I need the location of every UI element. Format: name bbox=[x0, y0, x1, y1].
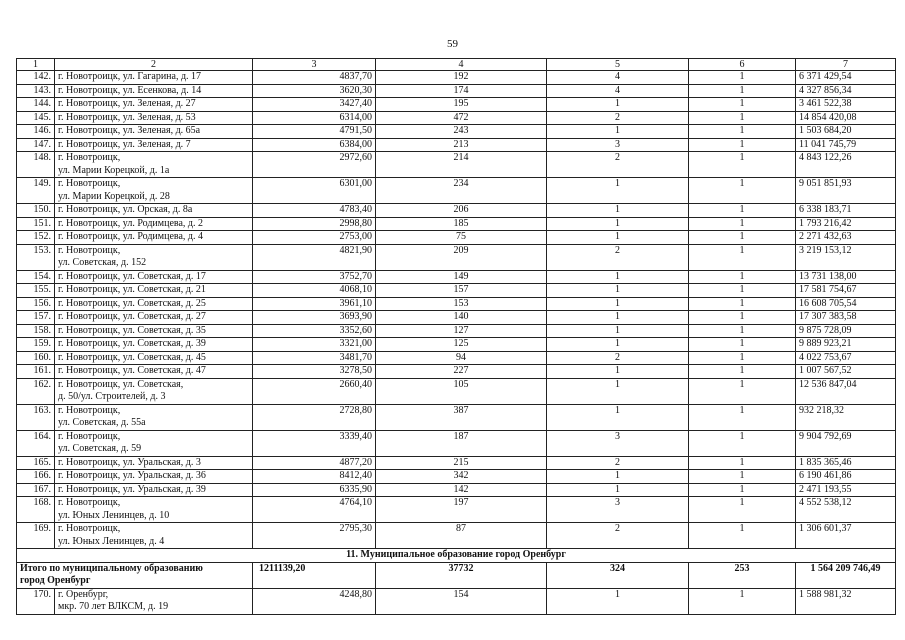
col6-cell: 1 bbox=[689, 351, 796, 365]
col5-cell: 4 bbox=[547, 84, 689, 98]
col6-cell: 1 bbox=[689, 404, 796, 430]
col5-cell: 1 bbox=[547, 284, 689, 298]
address-cell bbox=[55, 324, 253, 338]
col5-cell: 1 bbox=[547, 378, 689, 404]
col6-cell: 1 bbox=[689, 111, 796, 125]
cost-cell: 9 875 728,09 bbox=[796, 324, 896, 338]
col4-cell: 153 bbox=[376, 297, 547, 311]
cost-cell: 17 581 754,67 bbox=[796, 284, 896, 298]
col4-cell: 94 bbox=[376, 351, 547, 365]
col4-cell: 174 bbox=[376, 84, 547, 98]
col5-cell: 1 bbox=[547, 231, 689, 245]
cost-cell: 4 327 856,34 bbox=[796, 84, 896, 98]
col4-cell: 214 bbox=[376, 152, 547, 178]
cost-cell: 4 022 753,67 bbox=[796, 351, 896, 365]
row-number: 145. bbox=[17, 111, 55, 125]
row-number: 167. bbox=[17, 483, 55, 497]
address-line: г. Новотроицк, ул. Родимцева, д. 2 bbox=[58, 217, 204, 229]
col5-cell: 3 bbox=[547, 497, 689, 523]
address-line: г. Новотроицк, ул. Уральская, д. 36 bbox=[58, 470, 206, 481]
address-cell bbox=[55, 588, 253, 614]
cost-cell: 3 461 522,38 bbox=[796, 98, 896, 112]
col5-cell: 4 bbox=[547, 71, 689, 85]
address-cell bbox=[55, 178, 253, 204]
cost-cell: 1 007 567,52 bbox=[796, 365, 896, 379]
address-cell bbox=[55, 338, 253, 352]
area-cell: 2998,80 bbox=[253, 217, 376, 231]
col4-cell: 215 bbox=[376, 456, 547, 470]
col6-cell: 1 bbox=[689, 204, 796, 218]
data-table bbox=[16, 58, 896, 615]
area-cell: 3620,30 bbox=[253, 84, 376, 98]
table-row bbox=[17, 217, 896, 231]
cost-cell: 932 218,32 bbox=[796, 404, 896, 430]
col6-cell: 1 bbox=[689, 138, 796, 152]
row-number: 143. bbox=[17, 84, 55, 98]
table-row bbox=[17, 324, 896, 338]
col6-cell: 1 bbox=[689, 483, 796, 497]
cost-cell: 1 503 684,20 bbox=[796, 125, 896, 139]
col5-cell: 2 bbox=[547, 351, 689, 365]
column-header: 2 bbox=[55, 59, 253, 71]
table-row bbox=[17, 71, 896, 85]
row-number: 163. bbox=[17, 404, 55, 430]
area-cell: 3352,60 bbox=[253, 324, 376, 338]
address-line: г. Новотроицк, bbox=[58, 178, 121, 189]
address-cell bbox=[55, 483, 253, 497]
col4-cell: 127 bbox=[376, 324, 547, 338]
col5-cell: 1 bbox=[547, 270, 689, 284]
col5-cell: 1 bbox=[547, 588, 689, 614]
col6-cell: 1 bbox=[689, 378, 796, 404]
col5-cell: 1 bbox=[547, 178, 689, 204]
page-number: 59 bbox=[447, 38, 458, 50]
cost-cell: 12 536 847,04 bbox=[796, 378, 896, 404]
address-cell bbox=[55, 311, 253, 325]
table-row bbox=[17, 178, 896, 204]
col4-cell: 140 bbox=[376, 311, 547, 325]
address-cell bbox=[55, 297, 253, 311]
col6-cell: 1 bbox=[689, 497, 796, 523]
col5-cell: 2 bbox=[547, 456, 689, 470]
address-line: г. Новотроицк, ул. Орская, д. 8а bbox=[58, 204, 193, 215]
area-cell: 3961,10 bbox=[253, 297, 376, 311]
col4-cell: 187 bbox=[376, 430, 547, 456]
area-cell: 3278,50 bbox=[253, 365, 376, 379]
col4-cell: 154 bbox=[376, 588, 547, 614]
address-line: мкр. 70 лет ВЛКСМ, д. 19 bbox=[58, 601, 169, 612]
total-area: 1211139,20 bbox=[253, 562, 376, 588]
total-col4: 37732 bbox=[376, 562, 547, 588]
col5-cell: 1 bbox=[547, 483, 689, 497]
address-cell bbox=[55, 456, 253, 470]
col4-cell: 342 bbox=[376, 470, 547, 484]
table-row bbox=[17, 284, 896, 298]
col6-cell: 1 bbox=[689, 456, 796, 470]
row-number: 159. bbox=[17, 338, 55, 352]
cost-cell: 1 588 981,32 bbox=[796, 588, 896, 614]
address-cell bbox=[55, 231, 253, 245]
table-row bbox=[17, 588, 896, 614]
col4-cell: 149 bbox=[376, 270, 547, 284]
row-number: 150. bbox=[17, 204, 55, 218]
col6-cell: 1 bbox=[689, 178, 796, 204]
address-line: г. Новотроицк, ул. Зеленая, д. 7 bbox=[58, 138, 191, 150]
section-title: 11. Муниципальное образование город Оренбург bbox=[17, 549, 896, 563]
row-number: 152. bbox=[17, 231, 55, 245]
row-number: 164. bbox=[17, 430, 55, 456]
col5-cell: 2 bbox=[547, 244, 689, 270]
table-row bbox=[17, 231, 896, 245]
col5-cell: 1 bbox=[547, 324, 689, 338]
area-cell: 2795,30 bbox=[253, 523, 376, 549]
col6-cell: 1 bbox=[689, 98, 796, 112]
col4-cell: 157 bbox=[376, 284, 547, 298]
table-row bbox=[17, 111, 896, 125]
table-row bbox=[17, 125, 896, 139]
area-cell: 3427,40 bbox=[253, 98, 376, 112]
column-header: 7 bbox=[796, 59, 896, 71]
col4-cell: 472 bbox=[376, 111, 547, 125]
area-cell: 4068,10 bbox=[253, 284, 376, 298]
address-cell bbox=[55, 125, 253, 139]
address-line: ул. Юных Ленинцев, д. 10 bbox=[58, 509, 170, 521]
col4-cell: 387 bbox=[376, 404, 547, 430]
col6-cell: 1 bbox=[689, 217, 796, 231]
col4-cell: 227 bbox=[376, 365, 547, 379]
address-line: г. Новотроицк, ул. Зеленая, д. 53 bbox=[58, 111, 196, 123]
address-cell bbox=[55, 204, 253, 218]
col5-cell: 2 bbox=[547, 523, 689, 549]
col5-cell: 3 bbox=[547, 430, 689, 456]
address-line: г. Оренбург, bbox=[58, 588, 109, 600]
row-number: 149. bbox=[17, 178, 55, 204]
address-cell bbox=[55, 71, 253, 85]
cost-cell: 2 471 193,55 bbox=[796, 483, 896, 497]
address-line: г. Новотроицк, ул. Советская, д. 45 bbox=[58, 351, 206, 363]
address-line: г. Новотроицк, ул. Советская, д. 39 bbox=[58, 338, 206, 349]
area-cell: 6335,90 bbox=[253, 483, 376, 497]
area-cell: 2972,60 bbox=[253, 152, 376, 178]
table-row bbox=[17, 98, 896, 112]
area-cell: 3481,70 bbox=[253, 351, 376, 365]
area-cell: 6384,00 bbox=[253, 138, 376, 152]
table-row bbox=[17, 483, 896, 497]
cost-cell: 9 904 792,69 bbox=[796, 430, 896, 456]
cost-cell: 4 843 122,26 bbox=[796, 152, 896, 178]
col4-cell: 234 bbox=[376, 178, 547, 204]
col5-cell: 1 bbox=[547, 470, 689, 484]
col5-cell: 1 bbox=[547, 204, 689, 218]
col4-cell: 209 bbox=[376, 244, 547, 270]
table-row bbox=[17, 244, 896, 270]
col4-cell: 142 bbox=[376, 483, 547, 497]
address-line: г. Новотроицк, ул. Советская, д. 21 bbox=[58, 284, 206, 295]
col6-cell: 1 bbox=[689, 71, 796, 85]
total-row bbox=[17, 562, 896, 588]
address-line: г. Новотроицк, ул. Советская, bbox=[58, 378, 184, 390]
area-cell: 2753,00 bbox=[253, 231, 376, 245]
row-number: 161. bbox=[17, 365, 55, 379]
address-cell bbox=[55, 84, 253, 98]
address-cell bbox=[55, 244, 253, 270]
table-row bbox=[17, 84, 896, 98]
area-cell: 3752,70 bbox=[253, 270, 376, 284]
cost-cell: 2 271 432,63 bbox=[796, 231, 896, 245]
area-cell: 6314,00 bbox=[253, 111, 376, 125]
address-line: г. Новотроицк, ул. Советская, д. 17 bbox=[58, 270, 206, 282]
address-line: г. Новотроицк, ул. Есенкова, д. 14 bbox=[58, 84, 202, 96]
table-row bbox=[17, 138, 896, 152]
col6-cell: 1 bbox=[689, 523, 796, 549]
address-line: г. Новотроицк, bbox=[58, 404, 121, 416]
address-cell bbox=[55, 138, 253, 152]
col6-cell: 1 bbox=[689, 270, 796, 284]
total-col6: 253 bbox=[689, 562, 796, 588]
row-number: 151. bbox=[17, 217, 55, 231]
address-cell bbox=[55, 404, 253, 430]
col4-cell: 125 bbox=[376, 338, 547, 352]
col6-cell: 1 bbox=[689, 125, 796, 139]
col4-cell: 185 bbox=[376, 217, 547, 231]
col5-cell: 3 bbox=[547, 138, 689, 152]
col5-cell: 1 bbox=[547, 311, 689, 325]
row-number: 156. bbox=[17, 297, 55, 311]
col4-cell: 195 bbox=[376, 98, 547, 112]
cost-cell: 9 889 923,21 bbox=[796, 338, 896, 352]
col4-cell: 197 bbox=[376, 497, 547, 523]
address-line: ул. Юных Ленинцев, д. 4 bbox=[58, 535, 165, 547]
col6-cell: 1 bbox=[689, 284, 796, 298]
total-label: Итого по муниципальному образованию город Оренбург bbox=[17, 562, 253, 588]
cost-cell: 14 854 420,08 bbox=[796, 111, 896, 125]
address-line: г. Новотроицк, ул. Родимцева, д. 4 bbox=[58, 231, 204, 242]
address-line: г. Новотроицк, ул. Гагарина, д. 17 bbox=[58, 71, 202, 82]
row-number: 154. bbox=[17, 270, 55, 284]
table-row bbox=[17, 152, 896, 178]
total-cost: 1 564 209 746,49 bbox=[796, 562, 896, 588]
area-cell: 4877,20 bbox=[253, 456, 376, 470]
row-number: 142. bbox=[17, 71, 55, 85]
address-cell bbox=[55, 111, 253, 125]
col6-cell: 1 bbox=[689, 152, 796, 178]
address-line: ул. Советская, д. 59 bbox=[58, 443, 142, 454]
address-line: ул. Марии Корецкой, д. 1а bbox=[58, 164, 170, 176]
address-line: г. Новотроицк, bbox=[58, 244, 121, 256]
address-line: г. Новотроицк, ул. Уральская, д. 39 bbox=[58, 483, 206, 495]
address-line: ул. Советская, д. 55а bbox=[58, 417, 146, 428]
col6-cell: 1 bbox=[689, 324, 796, 338]
row-number: 170. bbox=[17, 588, 55, 614]
table-row bbox=[17, 311, 896, 325]
column-header: 1 bbox=[17, 59, 55, 71]
address-line: г. Новотроицк, ул. Советская, д. 27 bbox=[58, 311, 206, 322]
cost-cell: 1 306 601,37 bbox=[796, 523, 896, 549]
row-number: 166. bbox=[17, 470, 55, 484]
table-row bbox=[17, 365, 896, 379]
address-cell bbox=[55, 217, 253, 231]
header-row bbox=[17, 59, 896, 71]
address-cell bbox=[55, 98, 253, 112]
area-cell: 6301,00 bbox=[253, 178, 376, 204]
cost-cell: 3 219 153,12 bbox=[796, 244, 896, 270]
column-header: 3 bbox=[253, 59, 376, 71]
row-number: 162. bbox=[17, 378, 55, 404]
table-row bbox=[17, 297, 896, 311]
col5-cell: 1 bbox=[547, 365, 689, 379]
cost-cell: 11 041 745,79 bbox=[796, 138, 896, 152]
address-line: г. Новотроицк, bbox=[58, 523, 121, 534]
col6-cell: 1 bbox=[689, 297, 796, 311]
area-cell: 4783,40 bbox=[253, 204, 376, 218]
table-row bbox=[17, 523, 896, 549]
cost-cell: 4 552 538,12 bbox=[796, 497, 896, 523]
cost-cell: 6 190 461,86 bbox=[796, 470, 896, 484]
area-cell: 3693,90 bbox=[253, 311, 376, 325]
col6-cell: 1 bbox=[689, 84, 796, 98]
address-cell bbox=[55, 270, 253, 284]
address-line: г. Новотроицк, ул. Уральская, д. 3 bbox=[58, 456, 201, 468]
row-number: 168. bbox=[17, 497, 55, 523]
address-line: ул. Советская, д. 152 bbox=[58, 257, 147, 268]
col6-cell: 1 bbox=[689, 311, 796, 325]
cost-cell: 1 793 216,42 bbox=[796, 217, 896, 231]
area-cell: 2728,80 bbox=[253, 404, 376, 430]
table-row bbox=[17, 456, 896, 470]
col5-cell: 1 bbox=[547, 125, 689, 139]
address-line: д. 50/ул. Строителей, д. 3 bbox=[58, 391, 166, 402]
table-row bbox=[17, 470, 896, 484]
row-number: 144. bbox=[17, 98, 55, 112]
row-number: 160. bbox=[17, 351, 55, 365]
col6-cell: 1 bbox=[689, 470, 796, 484]
address-cell bbox=[55, 378, 253, 404]
address-cell bbox=[55, 351, 253, 365]
cost-cell: 16 608 705,54 bbox=[796, 297, 896, 311]
area-cell: 4821,90 bbox=[253, 244, 376, 270]
section-row bbox=[17, 549, 896, 563]
column-header: 4 bbox=[376, 59, 547, 71]
col4-cell: 243 bbox=[376, 125, 547, 139]
area-cell: 2660,40 bbox=[253, 378, 376, 404]
address-cell bbox=[55, 365, 253, 379]
col4-cell: 87 bbox=[376, 523, 547, 549]
row-number: 153. bbox=[17, 244, 55, 270]
address-cell bbox=[55, 497, 253, 523]
cost-cell: 6 338 183,71 bbox=[796, 204, 896, 218]
cost-cell: 13 731 138,00 bbox=[796, 270, 896, 284]
column-header: 6 bbox=[689, 59, 796, 71]
col5-cell: 2 bbox=[547, 152, 689, 178]
area-cell: 3339,40 bbox=[253, 430, 376, 456]
area-cell: 4248,80 bbox=[253, 588, 376, 614]
table-row bbox=[17, 378, 896, 404]
cost-cell: 9 051 851,93 bbox=[796, 178, 896, 204]
row-number: 157. bbox=[17, 311, 55, 325]
table-row bbox=[17, 430, 896, 456]
col5-cell: 1 bbox=[547, 217, 689, 231]
table-row bbox=[17, 338, 896, 352]
address-cell bbox=[55, 470, 253, 484]
col6-cell: 1 bbox=[689, 365, 796, 379]
col5-cell: 1 bbox=[547, 98, 689, 112]
col5-cell: 2 bbox=[547, 111, 689, 125]
address-line: г. Новотроицк, ул. Советская, д. 25 bbox=[58, 297, 206, 309]
address-cell bbox=[55, 430, 253, 456]
table-row bbox=[17, 351, 896, 365]
table-row bbox=[17, 270, 896, 284]
col4-cell: 213 bbox=[376, 138, 547, 152]
cost-cell: 17 307 383,58 bbox=[796, 311, 896, 325]
table-row bbox=[17, 404, 896, 430]
col4-cell: 105 bbox=[376, 378, 547, 404]
address-line: г. Новотроицк, ул. Советская, д. 35 bbox=[58, 324, 206, 336]
address-line: г. Новотроицк, ул. Советская, д. 47 bbox=[58, 365, 206, 376]
area-cell: 4791,50 bbox=[253, 125, 376, 139]
col6-cell: 1 bbox=[689, 430, 796, 456]
row-number: 169. bbox=[17, 523, 55, 549]
cost-cell: 6 371 429,54 bbox=[796, 71, 896, 85]
area-cell: 3321,00 bbox=[253, 338, 376, 352]
table-row bbox=[17, 497, 896, 523]
col4-cell: 206 bbox=[376, 204, 547, 218]
address-line: г. Новотроицк, bbox=[58, 152, 121, 163]
cost-cell: 1 835 365,46 bbox=[796, 456, 896, 470]
col6-cell: 1 bbox=[689, 244, 796, 270]
row-number: 148. bbox=[17, 152, 55, 178]
total-col5: 324 bbox=[547, 562, 689, 588]
address-line: г. Новотроицк, ул. Зеленая, д. 27 bbox=[58, 98, 196, 109]
area-cell: 4764,10 bbox=[253, 497, 376, 523]
col5-cell: 1 bbox=[547, 297, 689, 311]
address-line: г. Новотроицк, bbox=[58, 430, 121, 442]
address-cell bbox=[55, 523, 253, 549]
address-cell bbox=[55, 152, 253, 178]
row-number: 155. bbox=[17, 284, 55, 298]
row-number: 165. bbox=[17, 456, 55, 470]
row-number: 158. bbox=[17, 324, 55, 338]
area-cell: 4837,70 bbox=[253, 71, 376, 85]
row-number: 146. bbox=[17, 125, 55, 139]
row-number: 147. bbox=[17, 138, 55, 152]
col6-cell: 1 bbox=[689, 231, 796, 245]
col4-cell: 192 bbox=[376, 71, 547, 85]
address-line: г. Новотроицк, ул. Зеленая, д. 65а bbox=[58, 125, 201, 136]
address-cell bbox=[55, 284, 253, 298]
address-line: ул. Марии Корецкой, д. 28 bbox=[58, 190, 170, 202]
table-row bbox=[17, 204, 896, 218]
col5-cell: 1 bbox=[547, 338, 689, 352]
col6-cell: 1 bbox=[689, 588, 796, 614]
col6-cell: 1 bbox=[689, 338, 796, 352]
address-line: г. Новотроицк, bbox=[58, 497, 121, 508]
column-header: 5 bbox=[547, 59, 689, 71]
col4-cell: 75 bbox=[376, 231, 547, 245]
area-cell: 8412,40 bbox=[253, 470, 376, 484]
col5-cell: 1 bbox=[547, 404, 689, 430]
